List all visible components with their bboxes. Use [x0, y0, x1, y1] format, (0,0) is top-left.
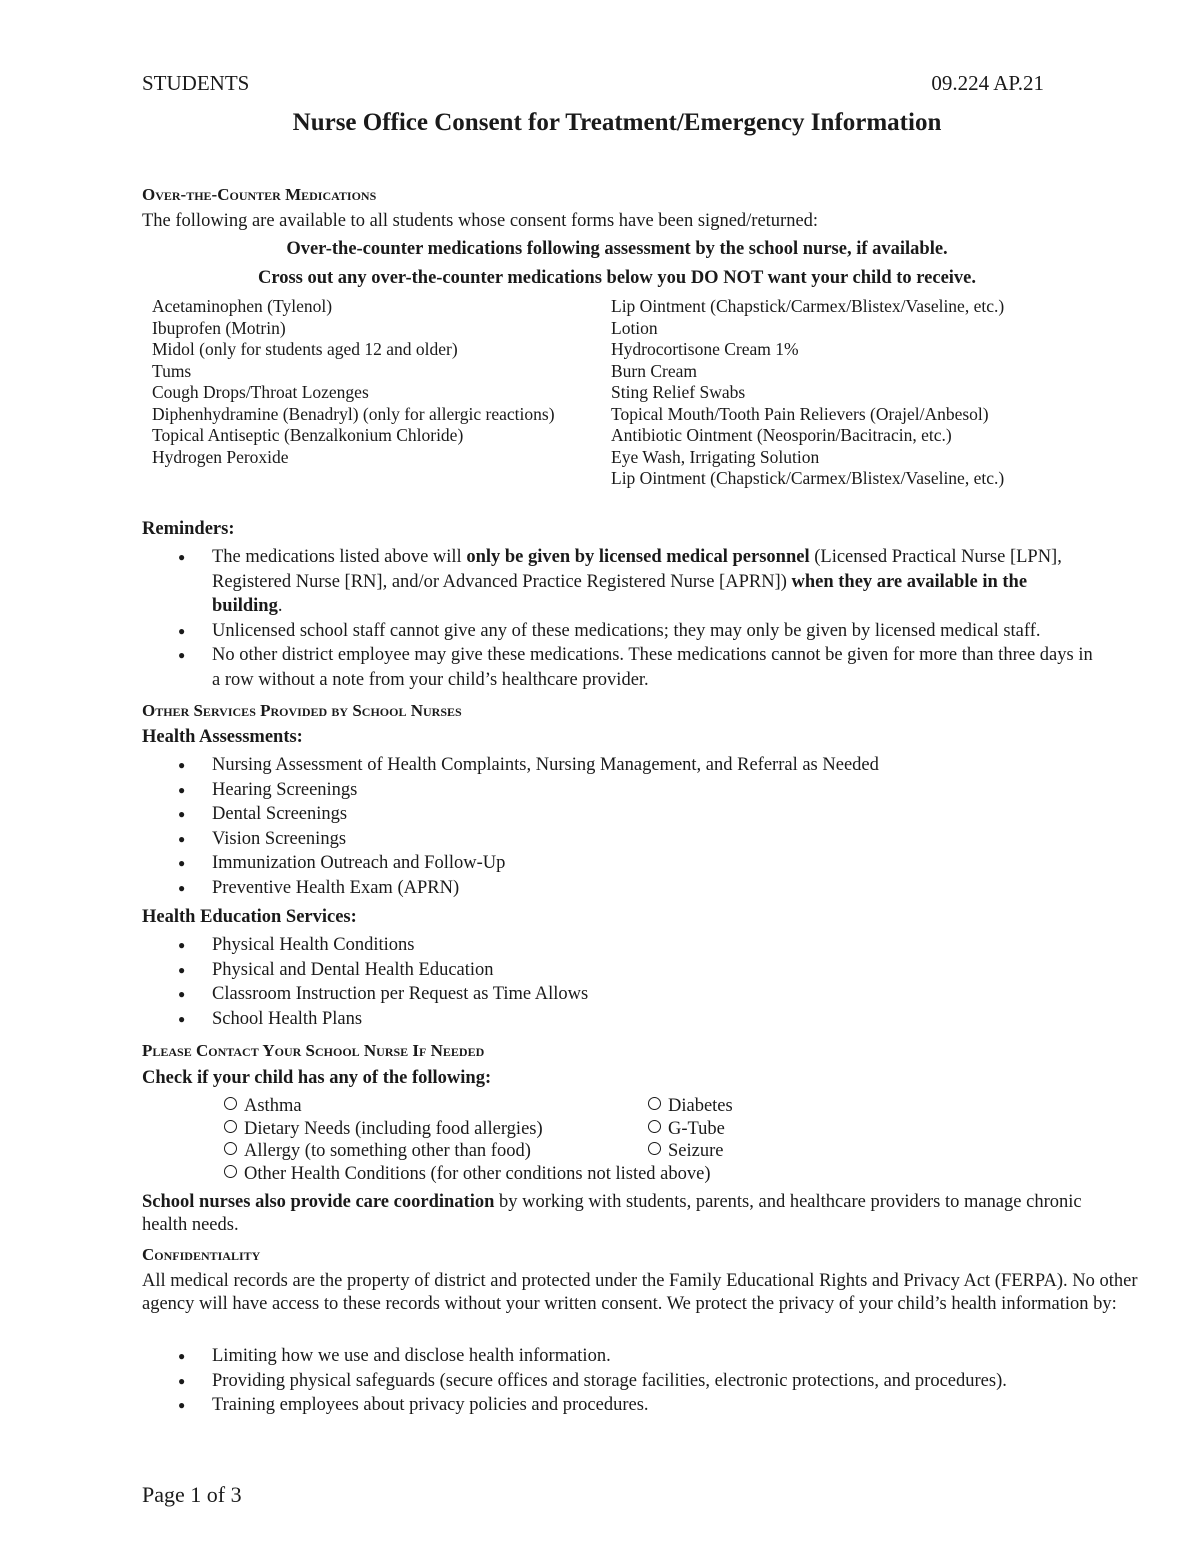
medication-item: Lotion	[611, 317, 658, 338]
education-item: ● Physical and Dental Health Education	[142, 958, 1102, 983]
health-assessments-list	[142, 753, 1102, 900]
reminders-heading: Reminders:	[142, 519, 235, 539]
radio-circle-icon[interactable]	[648, 1097, 661, 1110]
otc-notice-cross-out: Cross out any over-the-counter medications below you DO NOT want your child to receive.	[257, 268, 977, 288]
assessment-item: ● Vision Screenings	[142, 827, 1102, 852]
otc-intro: The following are available to all students whose consent forms have been signed/returned:	[142, 211, 819, 231]
education-item: ● Classroom Instruction per Request as Time Allows	[142, 982, 1102, 1007]
medication-item: Hydrogen Peroxide	[152, 446, 289, 467]
condition-dietary-needs[interactable]: Dietary Needs (including food allergies)	[224, 1118, 711, 1141]
medication-item: Midol (only for students aged 12 and older)	[152, 339, 458, 359]
assessment-item: ● Dental Screenings	[142, 802, 1102, 827]
confidentiality-text: All medical records are the property of district and protected under the Family Educational Rights and Privacy Act (FERPA). No other agency will have access to these records without your written consent. We protect the privacy of your child’s health information by:	[142, 1271, 1138, 1314]
medication-item: Cough Drops/Throat Lozenges	[152, 382, 369, 402]
medication-item: Acetaminophen (Tylenol)	[152, 296, 333, 316]
header-section-label: STUDENTS	[142, 71, 250, 95]
medication-item: Tums	[152, 360, 192, 381]
privacy-item: ● Providing physical safeguards (secure offices and storage facilities, electronic protections, and procedures).	[142, 1369, 1142, 1394]
assessment-item: ● Nursing Assessment of Health Complaints, Nursing Management, and Referral as Needed	[142, 753, 1102, 778]
page-title: Nurse Office Consent for Treatment/Emergency Information	[292, 109, 942, 136]
other-services-heading: Other Services Provided by School Nurses	[142, 701, 462, 720]
condition-diabetes[interactable]: Diabetes	[648, 1095, 733, 1118]
health-education-list	[142, 933, 1102, 1031]
care-coordination-text: School nurses also provide care coordination by working with students, parents, and healthcare providers to manage chronic health needs.	[142, 1192, 1082, 1235]
medication-item: Topical Antiseptic (Benzalkonium Chloride)	[152, 425, 464, 445]
header-policy-code: 09.224 AP.21	[931, 71, 1044, 95]
radio-circle-icon[interactable]	[648, 1142, 661, 1155]
reminder-item: ● The medications listed above will only be given by licensed medical personnel (Licensed Practical Nurse [LPN], Registered Nurse [RN], and/or Advanced Practice Registered Nurse [APRN]) when they are available in the building.	[142, 545, 1102, 619]
medication-item: Topical Mouth/Tooth Pain Relievers (Orajel/Anbesol)	[611, 403, 989, 424]
radio-circle-icon[interactable]	[224, 1142, 237, 1155]
radio-circle-icon[interactable]	[224, 1165, 237, 1178]
medication-item: Ibuprofen (Motrin)	[152, 317, 286, 338]
medication-item: Lip Ointment (Chapstick/Carmex/Blistex/Vaseline, etc.)	[611, 468, 1005, 488]
condition-asthma[interactable]: Asthma	[224, 1095, 711, 1118]
otc-notice-assessment: Over-the-counter medications following assessment by the school nurse, if available.	[286, 239, 948, 259]
health-education-heading: Health Education Services:	[142, 907, 357, 927]
radio-circle-icon[interactable]	[648, 1120, 661, 1133]
radio-circle-icon[interactable]	[224, 1120, 237, 1133]
medication-item: Eye Wash, Irrigating Solution	[611, 446, 820, 467]
condition-other[interactable]: Other Health Conditions (for other conditions not listed above)	[224, 1163, 711, 1186]
conditions-right	[648, 1095, 733, 1163]
medication-item: Burn Cream	[611, 360, 698, 381]
medication-list-left	[152, 296, 555, 468]
education-item: ● School Health Plans	[142, 1007, 1102, 1032]
otc-heading: Over-the-Counter Medications	[142, 185, 377, 204]
medication-item: Hydrocortisone Cream 1%	[611, 339, 799, 359]
page-number: Page 1 of 3	[142, 1482, 242, 1507]
medication-item: Antibiotic Ointment (Neosporin/Bacitracin, etc.)	[611, 425, 952, 445]
confidentiality-list	[142, 1344, 1142, 1418]
reminder-item: ● No other district employee may give these medications. These medications cannot be given for more than three days in a row without a note from your child’s healthcare provider.	[142, 643, 1102, 692]
privacy-item: ● Training employees about privacy policies and procedures.	[142, 1393, 1142, 1418]
education-item: ● Physical Health Conditions	[142, 933, 1102, 958]
condition-g-tube[interactable]: G-Tube	[648, 1118, 733, 1141]
medication-item: Lip Ointment (Chapstick/Carmex/Blistex/Vaseline, etc.)	[611, 296, 1005, 316]
medication-item: Diphenhydramine (Benadryl) (only for allergic reactions)	[152, 403, 555, 424]
medication-item: Sting Relief Swabs	[611, 382, 746, 402]
reminders-list	[142, 545, 1102, 692]
health-assessments-heading: Health Assessments:	[142, 727, 303, 747]
radio-circle-icon[interactable]	[224, 1097, 237, 1110]
contact-nurse-heading: Please Contact Your School Nurse If Needed	[142, 1041, 485, 1060]
privacy-item: ● Limiting how we use and disclose health information.	[142, 1344, 1142, 1369]
confidentiality-heading: Confidentiality	[142, 1245, 261, 1264]
medication-list-right	[611, 296, 1004, 490]
assessment-item: ● Preventive Health Exam (APRN)	[142, 876, 1102, 901]
condition-seizure[interactable]: Seizure	[648, 1140, 733, 1163]
assessment-item: ● Hearing Screenings	[142, 778, 1102, 803]
reminder-item: ● Unlicensed school staff cannot give any of these medications; they may only be given by licensed medical staff.	[142, 619, 1102, 644]
check-conditions-prompt: Check if your child has any of the following:	[142, 1068, 492, 1088]
assessment-item: ● Immunization Outreach and Follow-Up	[142, 851, 1102, 876]
conditions-left	[224, 1095, 711, 1185]
condition-allergy[interactable]: Allergy (to something other than food)	[224, 1140, 711, 1163]
